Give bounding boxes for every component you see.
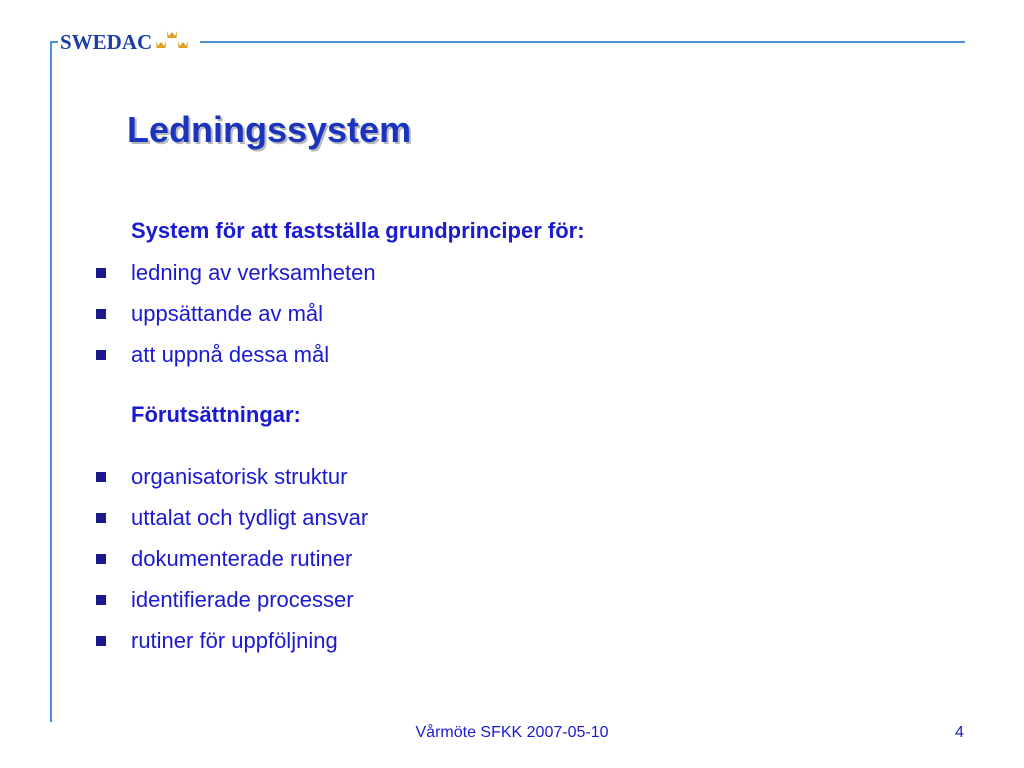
- section-heading-system: System för att fastställa grundprinciper för:: [131, 218, 585, 243]
- bullet-list-forutsattningar: [96, 456, 368, 661]
- square-bullet-icon: [96, 595, 106, 605]
- list-item: [96, 538, 368, 579]
- frame-line-left: [50, 41, 52, 722]
- square-bullet-icon: [96, 636, 106, 646]
- list-item-text: uttalat och tydligt ansvar: [131, 504, 369, 530]
- list-item-text: organisatorisk struktur: [131, 463, 348, 489]
- section-heading-forutsattningar: Förutsättningar:: [131, 402, 301, 427]
- three-crowns-icon: [154, 28, 190, 52]
- square-bullet-icon: [96, 472, 106, 482]
- square-bullet-icon: [96, 513, 106, 523]
- bullet-list-system: [96, 252, 376, 375]
- list-item-text: ledning av verksamheten: [131, 259, 376, 285]
- list-item: [96, 497, 368, 538]
- list-item-text: uppsättande av mål: [131, 300, 324, 326]
- list-item: [96, 620, 368, 661]
- list-item: [96, 252, 376, 293]
- list-item-text: att uppnå dessa mål: [131, 341, 330, 367]
- list-item-text: rutiner för uppföljning: [131, 627, 338, 653]
- footer-text: Vårmöte SFKK 2007-05-10: [415, 724, 609, 741]
- slide-title: Ledningssystem: [127, 109, 412, 150]
- list-item: [96, 456, 368, 497]
- list-item-text: dokumenterade rutiner: [131, 545, 353, 571]
- list-item: [96, 579, 368, 620]
- list-item: [96, 293, 376, 334]
- square-bullet-icon: [96, 554, 106, 564]
- square-bullet-icon: [96, 268, 106, 278]
- square-bullet-icon: [96, 350, 106, 360]
- swedac-logo: [60, 28, 190, 56]
- list-item: [96, 334, 376, 375]
- list-item-text: identifierade processer: [131, 586, 354, 612]
- square-bullet-icon: [96, 309, 106, 319]
- logo-text: SWEDAC: [60, 29, 153, 54]
- page-number: 4: [955, 724, 964, 741]
- frame-line-top-right: [200, 41, 965, 43]
